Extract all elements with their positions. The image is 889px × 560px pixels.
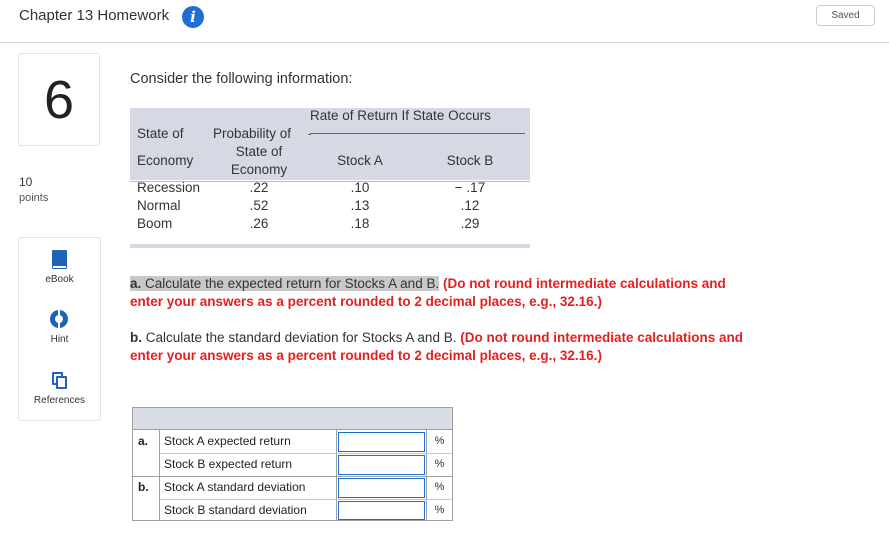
percent-unit: % — [434, 481, 445, 493]
answer-row-label: Stock A expected return — [164, 434, 291, 448]
row-state: Recession — [137, 180, 201, 195]
row-stock-a: .10 — [350, 180, 370, 195]
prob-rule-stub — [308, 134, 311, 135]
percent-unit: % — [434, 504, 445, 516]
saved-status-badge: Saved — [816, 5, 875, 26]
part-b-instructions: (Do not round intermediate calculations and enter your answers as a percent rounded to 2 decimal places, e.g., 32.16.) — [130, 330, 744, 363]
col-stock-a: Stock A — [337, 153, 383, 168]
part-b-label: b. — [130, 330, 142, 345]
row-stock-a: .18 — [350, 216, 370, 231]
part-b-text — [130, 329, 760, 365]
row-stock-b: .29 — [460, 216, 480, 231]
answer-row-label: Stock A standard deviation — [164, 480, 306, 494]
part-a-instructions: (Do not round intermediate calculations and enter your answers as a percent rounded to 2 decimal places, e.g., 32.16.) — [130, 276, 726, 309]
answer-row — [133, 453, 452, 476]
percent-unit: % — [434, 458, 445, 470]
part-a-label: a. — [130, 276, 142, 291]
percent-unit: % — [434, 435, 445, 447]
references-icon[interactable] — [52, 372, 68, 390]
tools-panel — [18, 237, 101, 421]
hint-icon[interactable] — [50, 310, 68, 328]
part-a-prompt: Calculate the expected return for Stocks A and B. — [145, 276, 440, 291]
stock-b-std-dev-input[interactable] — [338, 501, 425, 520]
answer-row-part — [133, 453, 159, 476]
stock-a-expected-return-input[interactable] — [338, 432, 425, 452]
row-state: Normal — [137, 198, 181, 213]
col-prob-line3: Economy — [230, 162, 288, 177]
col-prob-line2: State of — [235, 144, 283, 159]
answer-row — [133, 430, 452, 453]
answer-row-part — [133, 499, 159, 522]
info-icon[interactable]: i — [182, 6, 204, 28]
ebook-label: eBook — [45, 274, 74, 285]
assignment-title: Chapter 13 Homework — [19, 7, 170, 24]
references-button[interactable] — [19, 395, 100, 406]
col-prob-line1: Probability of — [213, 126, 292, 141]
hint-label: Hint — [50, 334, 69, 345]
rate-header-rule — [310, 133, 525, 134]
stock-b-expected-return-input[interactable] — [338, 455, 425, 475]
answer-table — [132, 407, 453, 521]
question-number: 6 — [18, 53, 100, 146]
ebook-button[interactable] — [19, 274, 100, 285]
answer-row-part: b. — [138, 480, 149, 494]
rate-header: Rate of Return If State Occurs — [310, 108, 491, 123]
row-prob: .52 — [249, 198, 269, 213]
part-b-prompt: Calculate the standard deviation for Stocks A and B. — [145, 330, 457, 345]
row-prob: .22 — [249, 180, 269, 195]
answer-row-label: Stock B expected return — [164, 457, 293, 471]
col-state-line1: State of — [137, 126, 184, 141]
row-stock-b: − .17 — [454, 180, 486, 195]
points-label: points — [19, 192, 49, 204]
hint-button[interactable] — [19, 334, 100, 345]
answer-row — [133, 499, 452, 521]
info-table — [130, 108, 530, 248]
stock-a-std-dev-input[interactable] — [338, 478, 425, 498]
question-intro: Consider the following information: — [130, 71, 353, 87]
references-label: References — [33, 395, 86, 406]
row-state: Boom — [137, 216, 173, 231]
ebook-icon[interactable] — [52, 250, 67, 269]
answer-row-label: Stock B standard deviation — [164, 503, 307, 517]
col-stock-b: Stock B — [446, 153, 494, 168]
answer-row — [133, 476, 452, 499]
points-value: 10 — [19, 175, 33, 189]
answer-table-header — [133, 408, 452, 430]
answer-row-part: a. — [138, 434, 149, 448]
row-stock-a: .13 — [350, 198, 370, 213]
col-state-line2: Economy — [137, 153, 194, 168]
part-a-text — [130, 275, 760, 311]
row-stock-b: .12 — [460, 198, 480, 213]
top-bar — [0, 0, 889, 43]
row-prob: .26 — [249, 216, 269, 231]
info-table-bottom-rule — [130, 244, 530, 248]
